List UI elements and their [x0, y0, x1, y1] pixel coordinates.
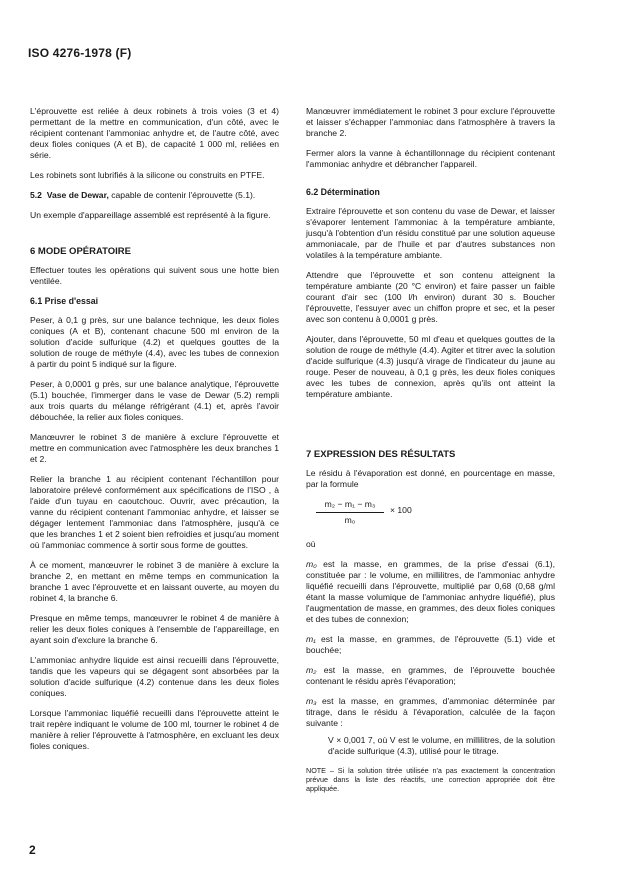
- section-heading-6: 6 MODE OPÉRATOIRE: [30, 246, 131, 257]
- definition-text: est la masse, en grammes, de l'éprouvette bouchée contenant le résidu après l'évaporation;: [306, 665, 555, 686]
- definition-m3-formula: V × 0,001 7, où V est le volume, en millilitres, de la solution d'acide sulfurique (4.3), utilisé pour le titrage.: [328, 735, 555, 756]
- definition-text: est la masse, en grammes, de la prise d'essai (6.1), constituée par : le volume, en millilitres, de l'ammoniac anhydre liquéfié recueilli dans l'éprouvette, multiplié par 0,68 (0,68 g/ml étant la masse volumique de l'ammoniac anhydre liquéfié), plus l'augmentation de masse, en grammes, des deux fioles coniques et des tubes de connexion;: [306, 559, 555, 624]
- paragraph: Peser, à 0,0001 g près, sur une balance analytique, l'éprouvette (5.1) bouchée, l'immerger dans le vase de Dewar (5.2) rempli aux trois quarts du mélange réfrigérant (4.1) et, après l'avoir débouchée, la relier aux fioles coniques.: [30, 379, 279, 422]
- section-number: 5.2: [30, 190, 42, 200]
- paragraph: Presque en même temps, manœuvrer le robinet 4 de manière à relier les deux fioles coniques à l'ensemble de l'appareillage, en ayant soin d'exclure la branche 6.: [30, 613, 279, 645]
- definition-m3: [306, 696, 555, 729]
- symbol: m₀: [306, 559, 317, 569]
- paragraph: Le résidu à l'évaporation est donné, en pourcentage en masse, par la formule: [306, 468, 555, 489]
- formula-multiplier: × 100: [390, 505, 412, 515]
- formula: [316, 499, 555, 533]
- left-column: [30, 106, 279, 761]
- definition-text: est la masse, en grammes, de l'éprouvette (5.1) vide et bouchée;: [306, 634, 555, 655]
- paragraph: Effectuer toutes les opérations qui suivent sous une hotte bien ventilée.: [30, 265, 279, 286]
- ou-label: où: [306, 539, 316, 549]
- paragraph: L'éprouvette est reliée à deux robinets à trois voies (3 et 4) permettant de la mettre en communication, d'un côté, avec le récipient contenant l'ammoniac anhydre et, de l'autre côté, avec deux fioles coniques (A et B), de capacité 1 000 ml, reliées en série.: [30, 106, 279, 160]
- paragraph: Relier la branche 1 au récipient contenant l'échantillon pour laboratoire prélevé conformément aux spécifications de l'ISO , à l'aide d'un tuyau en caoutchouc. Ouvrir, avec précaution, la vanne du récipient contenant l'ammoniac anhydre, et laisser se dégager lentement l'ammoniac dans l'atmosphère, jusqu'à ce que les branches 1 et 2 soient bien refroidies et jusqu'au moment où l'ammoniac commence à sortir sous forme de gouttes.: [30, 474, 279, 550]
- page-number: 2: [29, 843, 36, 857]
- section-title: Vase de Dewar,: [46, 190, 109, 200]
- symbol: m₂: [306, 665, 317, 675]
- paragraph: Un exemple d'appareillage assemblé est représenté à la figure.: [30, 210, 271, 220]
- note: NOTE – Si la solution titrée utilisée n'a pas exactement la concentration prévue dans la liste des réactifs, une correction appropriée doit être appliquée.: [306, 766, 555, 793]
- paragraph: Ajouter, dans l'éprouvette, 50 ml d'eau et quelques gouttes de la solution de rouge de méthyle (4.4). Agiter et titrer avec la solution d'acide sulfurique (4.3) jusqu'à virage de l'indicateur du jaune au rouge. Peser de nouveau, à 0,1 g près, les deux fioles coniques avec les tubes de connexion, après qu'ils ont atteint la température ambiante.: [306, 334, 555, 399]
- paragraph: L'ammoniac anhydre liquide est ainsi recueilli dans l'éprouvette, tandis que les vapeurs qui se dégagent sont absorbées par la solution d'acide sulfurique (4.2) contenue dans les deux fioles coniques.: [30, 655, 279, 698]
- formula-fraction: [316, 499, 384, 526]
- symbol: m₃: [306, 696, 317, 706]
- symbol: m₁: [306, 634, 316, 644]
- document-header: ISO 4276-1978 (F): [28, 46, 132, 60]
- paragraph: Attendre que l'éprouvette et son contenu atteignent la température ambiante (20 °C environ) et faire passer un faible courant d'air sec (100 l/h environ) durant 30 s. Boucher l'éprouvette, l'essuyer avec un chiffon propre et sec, et la peser avec son contenu à 0,0001 g près.: [306, 270, 555, 324]
- right-column: [306, 106, 555, 793]
- paragraph: Les robinets sont lubrifiés à la silicone ou construits en PTFE.: [30, 170, 265, 180]
- section-heading-6-2: 6.2 Détermination: [306, 187, 380, 197]
- paragraph: Lorsque l'ammoniac liquéfié recueilli dans l'éprouvette atteint le trait repère indiquant le volume de 100 ml, tourner le robinet 4 de manière à relier l'éprouvette à l'atmosphère, en excluant les deux fioles coniques.: [30, 708, 279, 751]
- definition-m0: [306, 559, 555, 625]
- paragraph: Manœuvrer le robinet 3 de manière à exclure l'éprouvette et mettre en communication avec l'atmosphère les deux branches 1 et 2.: [30, 432, 279, 464]
- paragraph: Fermer alors la vanne à échantillonnage du récipient contenant l'ammoniac anhydre et débrancher l'appareil.: [306, 148, 555, 169]
- definition-m1: [306, 634, 555, 656]
- formula-denominator: m₀: [344, 515, 356, 525]
- section-text: capable de contenir l'éprouvette (5.1).: [108, 190, 256, 200]
- formula-numerator: m₂ − m₁ − m₃: [316, 499, 384, 513]
- section-5-2: [30, 190, 279, 201]
- section-heading-7: 7 EXPRESSION DES RÉSULTATS: [306, 449, 456, 460]
- paragraph: Extraire l'éprouvette et son contenu du vase de Dewar, et laisser s'évaporer lentement l'ammoniac à la température ambiante, jusqu'à l'obtention d'un résidu constitué par une solution aqueuse ammoniacale, par de l'huile et par d'autres substances non volatiles à la température ambiante.: [306, 206, 555, 260]
- paragraph: Peser, à 0,1 g près, sur une balance technique, les deux fioles coniques (A et B), contenant chacune 500 ml environ de la solution d'acide sulfurique (4.2) et quelques gouttes de la solution de rouge de méthyle (4.4), avec les tubes de connexion à partir du point 5 indiqué sur la figure.: [30, 315, 279, 369]
- paragraph: À ce moment, manœuvrer le robinet 3 de manière à exclure la branche 2, en mettant en même temps en communication la branche 1 avec l'éprouvette et en laissant ouverte, au moyen du robinet 4, la branche 6.: [30, 560, 279, 603]
- paragraph: Manœuvrer immédiatement le robinet 3 pour exclure l'éprouvette et laisser s'échapper l'ammoniac dans l'atmosphère à travers la branche 2.: [306, 106, 555, 138]
- definition-text: est la masse, en grammes, d'ammoniac déterminée par titrage, dans le résidu à l'évaporation, calculée de la façon suivante :: [306, 696, 555, 728]
- section-heading-6-1: 6.1 Prise d'essai: [30, 296, 99, 306]
- definition-m2: [306, 665, 555, 687]
